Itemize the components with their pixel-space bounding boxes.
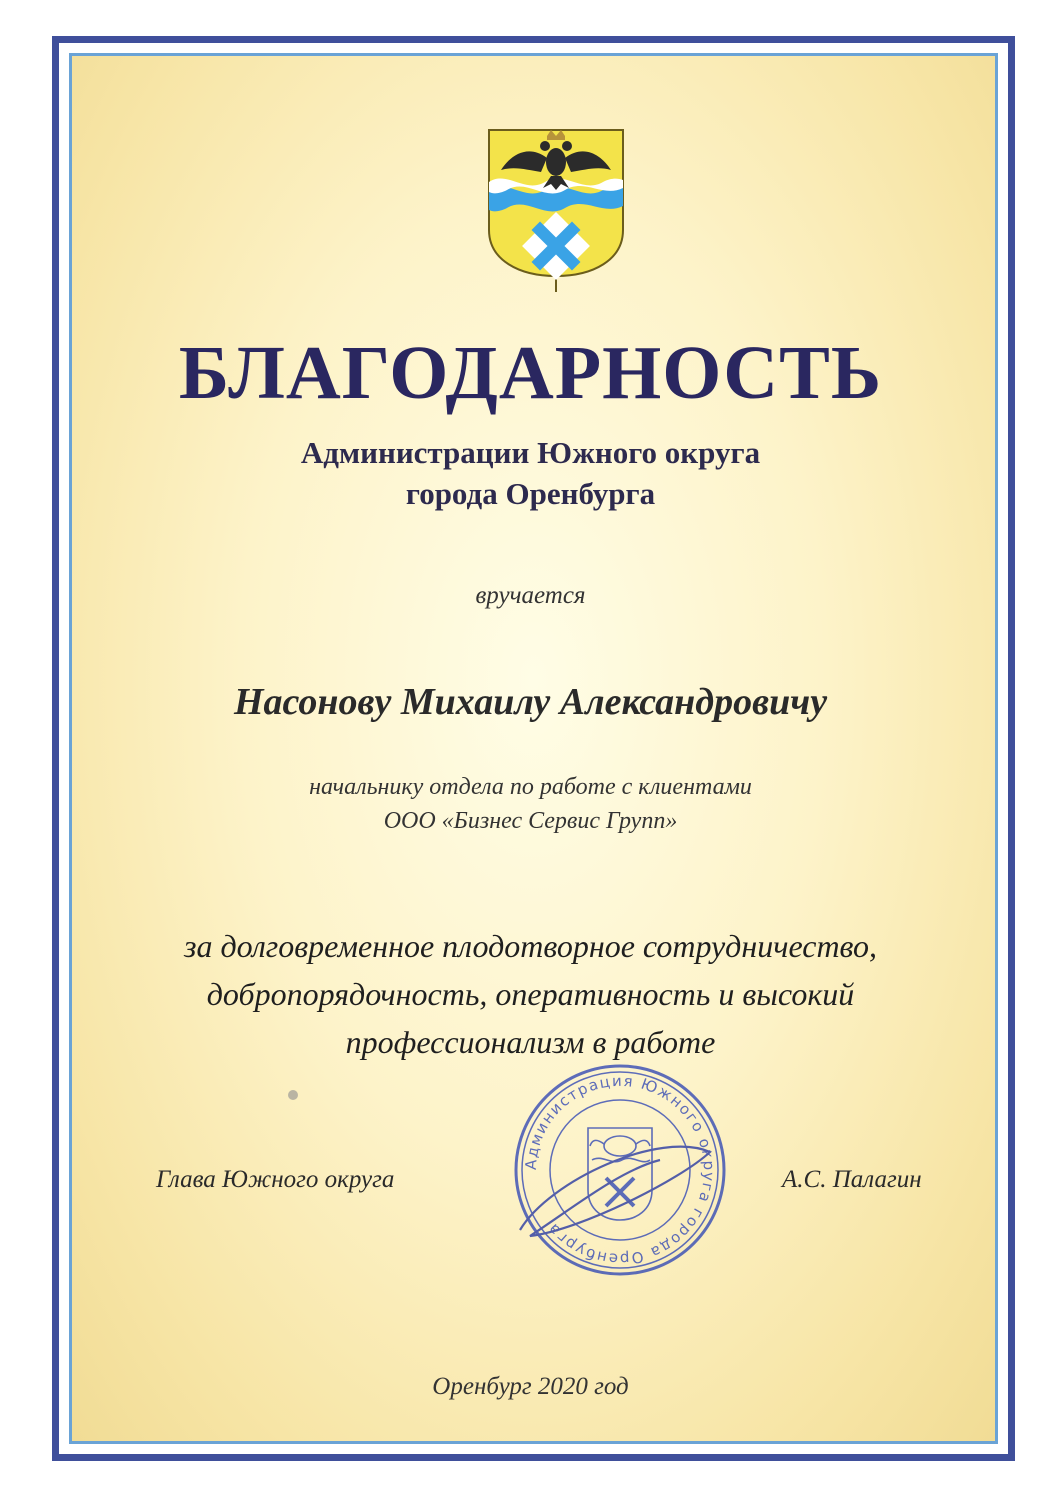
certificate-title: БЛАГОДАРНОСТЬ	[178, 331, 883, 415]
reason-line-3: профессионализм в работе	[345, 1024, 716, 1060]
recipient-position-line-2: ООО «Бизнес Сервис Групп»	[383, 808, 678, 834]
signatory-title: Глава Южного округа	[156, 1166, 395, 1193]
issuer-line-2: города Оренбурга	[405, 476, 656, 511]
presented-to-label: вручается	[475, 582, 586, 609]
reason-line-1: за долговременное плодотворное сотрудничество,	[183, 928, 878, 964]
svg-text:Администрация Южного округа го	[522, 1072, 718, 1268]
coat-of-arms-icon	[485, 126, 627, 294]
issuer-line-1: Администрации Южного округа	[300, 435, 761, 470]
decorative-dot	[288, 1090, 298, 1100]
reason-line-2: добропорядочность, оперативность и высокий	[206, 976, 855, 1012]
stamp-text: Администрация Южного округа города Оренбурга	[521, 1071, 719, 1269]
recipient-position-line-1: начальнику отдела по работе с клиентами	[309, 774, 752, 800]
official-stamp-icon	[510, 1060, 730, 1280]
signatory-name: А.С. Палагин	[782, 1166, 922, 1193]
recipient-name: Насонову Михаилу Александровичу	[233, 681, 828, 723]
place-and-date: Оренбург 2020 год	[432, 1373, 629, 1400]
